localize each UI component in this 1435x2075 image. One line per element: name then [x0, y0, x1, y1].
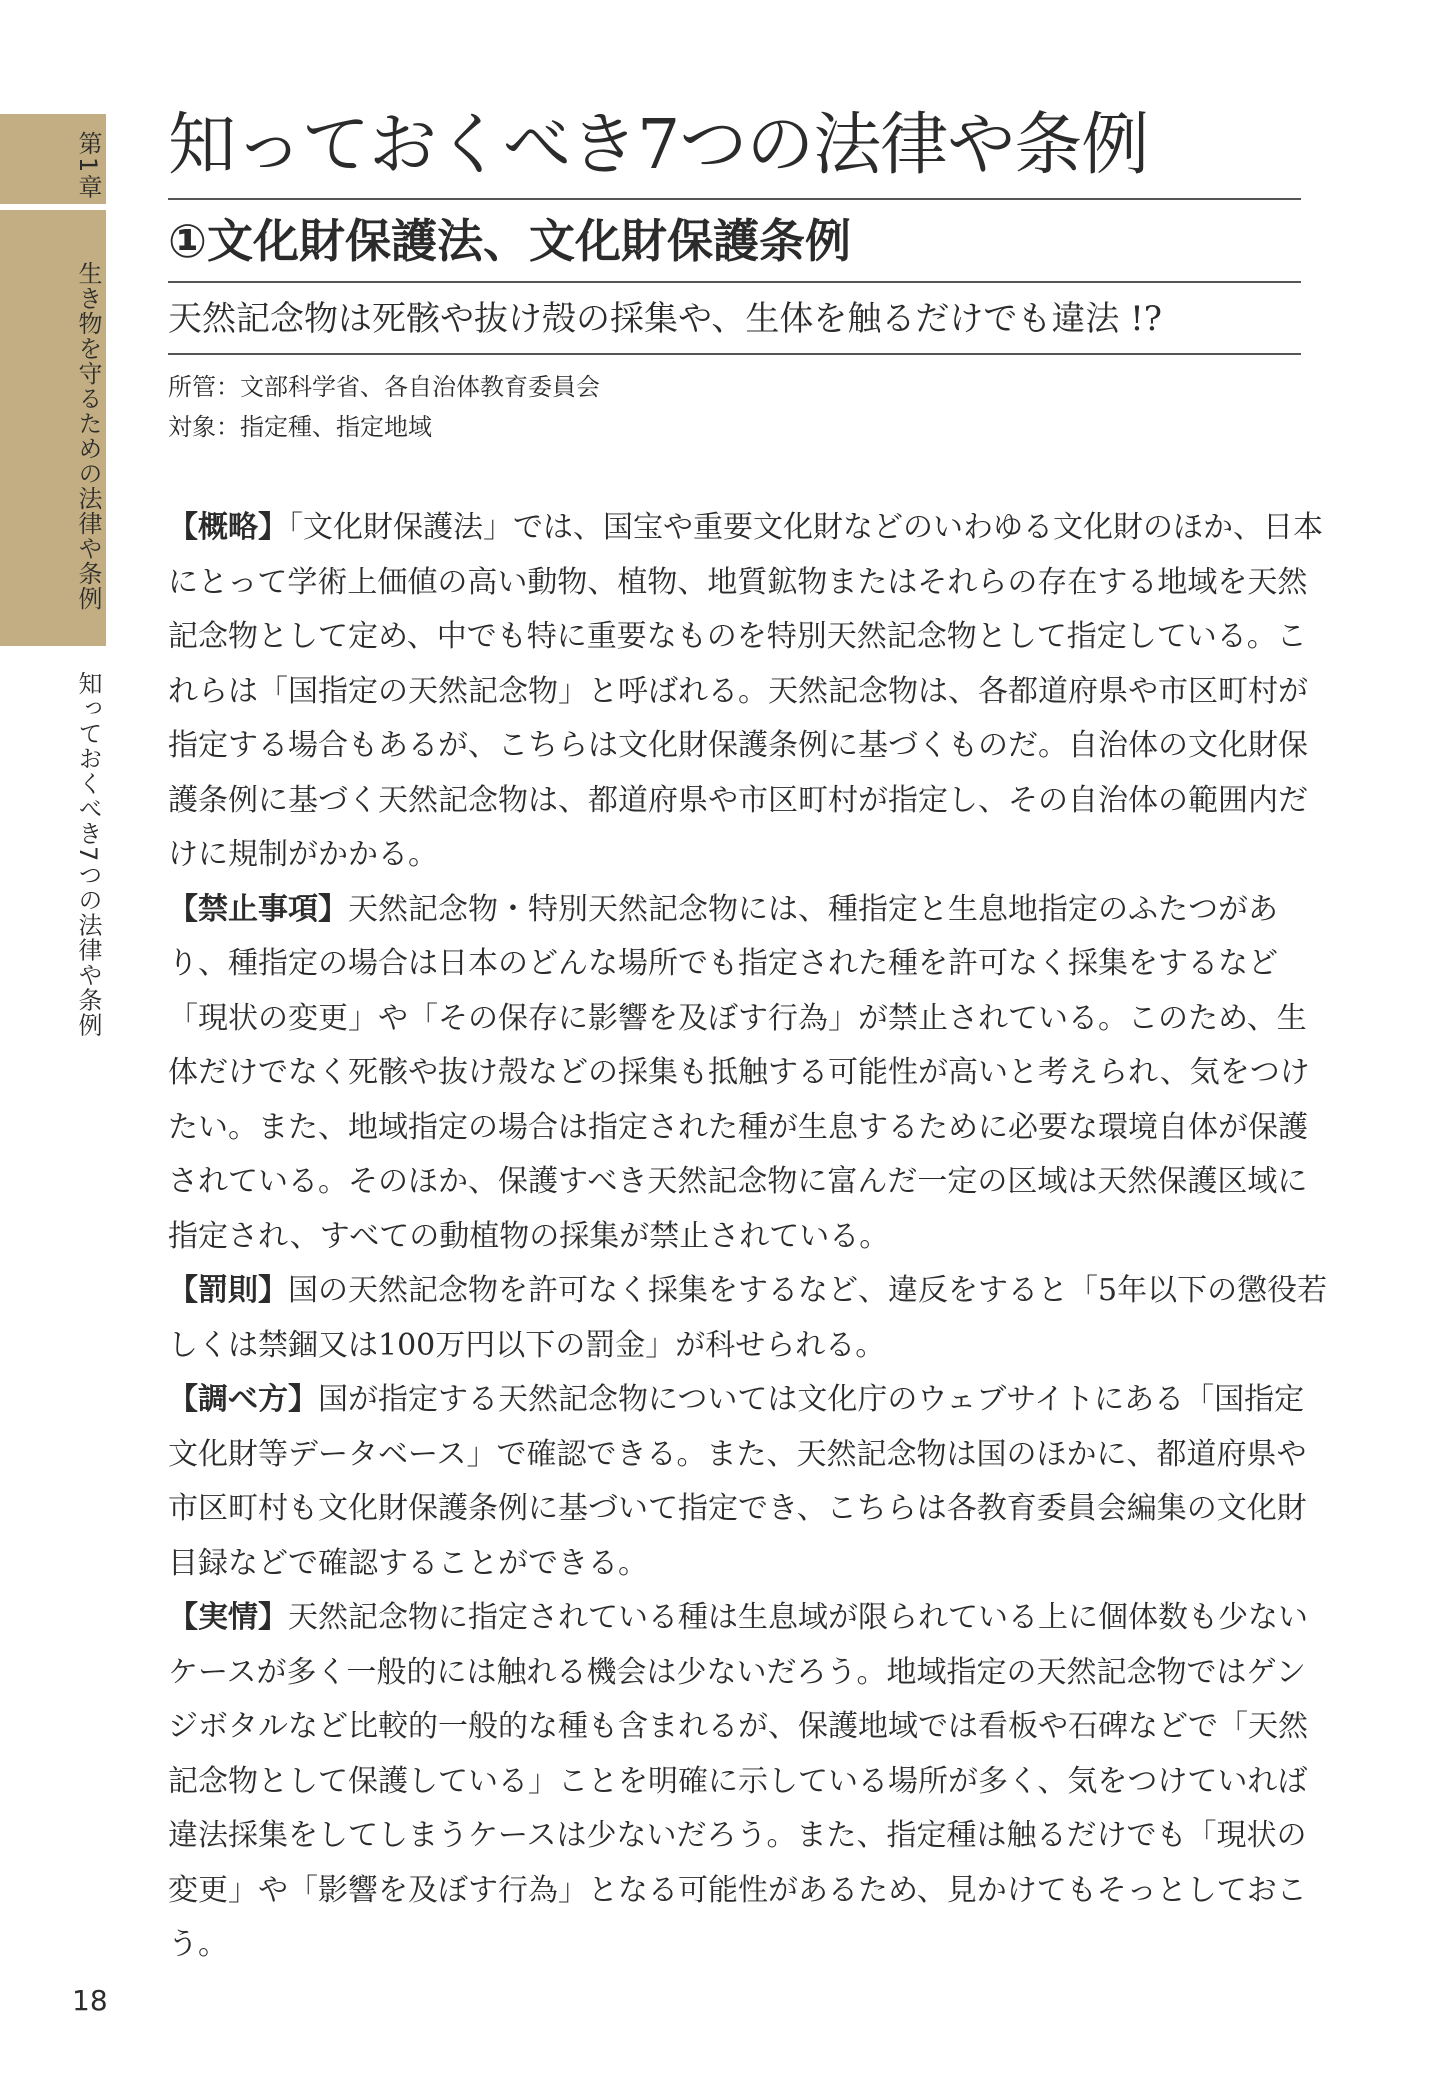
law-title: ①文化財保護法、文化財保護条例: [168, 214, 1301, 283]
section-text: 天然記念物・特別天然記念物には、種指定と生息地指定のふたつがあり、種指定の場合は日本のどんな場所でも指定された種を許可なく採集をするなど「現状の変更」や「その保存に影響を及ぼす行為」が禁止されている。このため、生体だけでなく死骸や抜け殻などの採集も抵触する可能性が高いと考えられ、気をつけたい。また、地域指定の場合は指定された種が生息するために必要な環境自体が保護されている。そのほか、保護すべき天然記念物に富んだ一定の区域は天然保護区域に指定され、すべての動植物の採集が禁止されている。: [168, 891, 1310, 1254]
section-label: 【禁止事項】: [168, 891, 348, 927]
section-label: 【調べ方】: [168, 1382, 318, 1418]
section-running-head: 知っておくべき7つの法律や条例: [74, 670, 102, 1038]
section-label: 【罰則】: [168, 1273, 288, 1309]
body-text: [168, 501, 1328, 1973]
chapter-tab: 第1章: [0, 114, 106, 204]
target-line: 対象：指定種、指定地域: [168, 413, 432, 442]
section-label: 【概略】: [168, 510, 288, 546]
section-how-to-check: [168, 1373, 1328, 1591]
main-content: [168, 106, 1328, 1973]
section-text: 国が指定する天然記念物については文化庁のウェブサイトにある「国指定文化財等データベース」で確認できる。また、天然記念物は国のほかに、都道府県や市区町村も文化財保護条例に基づいて指定でき、こちらは各教育委員会編集の文化財目録などで確認することができる。: [168, 1382, 1307, 1581]
section-text: 「文化財保護法」では、国宝や重要文化財などのいわゆる文化財のほか、日本にとって学術上価値の高い動物、植物、地質鉱物またはそれらの存在する地域を天然記念物として定め、中でも特に重要なものを特別天然記念物として指定している。これらは「国指定の天然記念物」と呼ばれる。天然記念物は、各都道府県や市区町村が指定する場合もあるが、こちらは文化財保護条例に基づくものだ。自治体の文化財保護条例に基づく天然記念物は、都道府県や市区町村が指定し、その自治体の範囲内だけに規制がかかる。: [168, 510, 1323, 873]
section-penalties: [168, 1264, 1328, 1373]
section-prohibitions: [168, 883, 1328, 1265]
page-title: 知っておくべき7つの法律や条例: [168, 112, 1301, 200]
section-text: 天然記念物に指定されている種は生息域が限られている上に個体数も少ないケースが多く一般的には触れる機会は少ないだろう。地域指定の天然記念物ではゲンジボタルなど比較的一般的な種も含まれるが、保護地域では看板や石碑などで「天然記念物として保護している」ことを明確に示している場所が多く、気をつけていれば違法採集をしてしまうケースは少ないだろう。また、指定種は触るだけでも「現状の変更」や「影響を及ぼす行為」となる可能性があるため、見かけてもそっとしておこう。: [168, 1600, 1308, 1963]
page-number: 18: [72, 1984, 108, 2017]
law-meta: [168, 367, 1301, 447]
section-overview: [168, 501, 1328, 883]
jurisdiction-line: 所管：文部科学省、各自治体教育委員会: [168, 373, 600, 402]
section-reality: [168, 1591, 1328, 1973]
section-text: 国の天然記念物を許可なく採集をするなど、違反をすると「5年以下の懲役若しくは禁錮又は100万円以下の罰金」が科せられる。: [168, 1273, 1328, 1363]
chapter-title-tab: 生き物を守るための法律や条例: [0, 210, 106, 646]
subtitle: 天然記念物は死骸や抜け殻の採集や、生体を触るだけでも違法 !?: [168, 297, 1301, 355]
section-label: 【実情】: [168, 1600, 288, 1636]
